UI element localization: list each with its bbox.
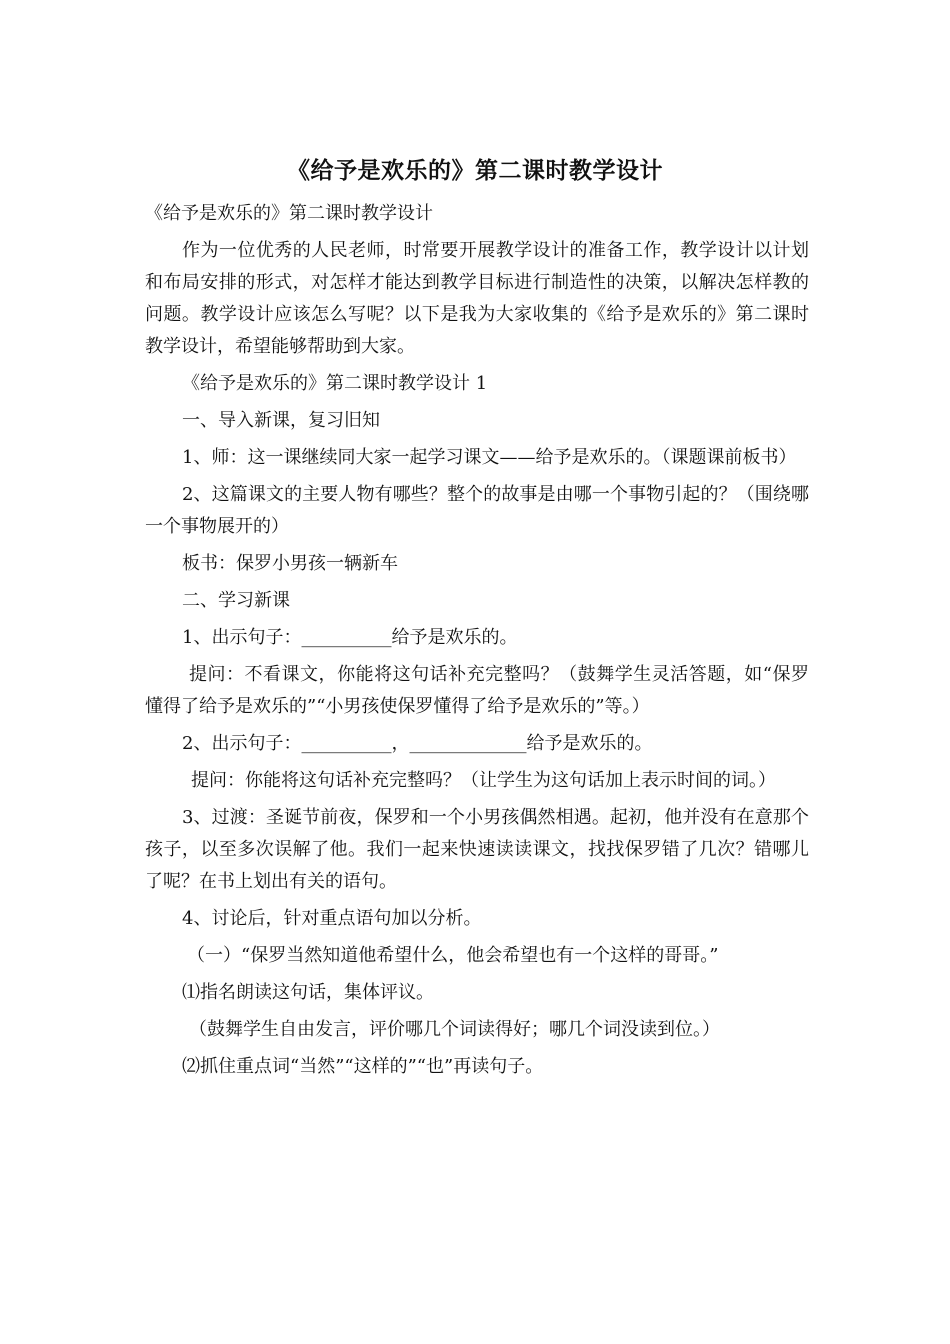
paragraph: （鼓舞学生自由发言，评价哪几个词读得好；哪几个词没读到位。）	[189, 1019, 720, 1040]
paragraph: （一）“保罗当然知道他希望什么，他会希望也有一个这样的哥哥。”	[187, 945, 719, 966]
paragraph: 1、出示句子：__________给予是欢乐的。	[182, 627, 518, 648]
paragraph: 板书：保罗小男孩一辆新车	[182, 553, 398, 574]
paragraph: 提问：不看课文，你能将这句话补充完整吗？（鼓舞学生灵活答题，如“保罗懂得了给予是欢乐的”“小男孩使保罗懂得了给予是欢乐的”等。）	[145, 664, 809, 717]
section-heading: 一、导入新课，复习旧知	[182, 410, 380, 431]
intro-paragraph: 作为一位优秀的人民老师，时常要开展教学设计的准备工作，教学设计以计划和布局安排的形式，对怎样才能达到教学目标进行制造性的决策，以解决怎样教的问题。教学设计应该怎么写呢？以下是我为大家收集的《给予是欢乐的》第二课时教学设计，希望能够帮助到大家。	[145, 240, 809, 357]
paragraph: 3、过渡：圣诞节前夜，保罗和一个小男孩偶然相遇。起初，他并没有在意那个孩子，以至多次误解了他。我们一起来快速读读课文，找找保罗错了几次？错哪儿了呢？在书上划出有关的语句。	[145, 807, 809, 892]
paragraph: 4、讨论后，针对重点语句加以分析。	[182, 908, 482, 929]
section-heading: 《给予是欢乐的》第二课时教学设计 1	[182, 373, 488, 394]
paragraph: 提问：你能将这句话补充完整吗？（让学生为这句话加上表示时间的词。）	[191, 770, 776, 791]
document-body	[145, 198, 809, 1088]
document-subtitle: 《给予是欢乐的》第二课时教学设计	[145, 203, 433, 224]
paragraph: 1、师：这一课继续同大家一起学习课文——给予是欢乐的。（课题课前板书）	[182, 447, 797, 468]
paragraph: ⑴指名朗读这句话，集体评议。	[182, 982, 434, 1003]
paragraph: 2、这篇课文的主要人物有哪些？整个的故事是由哪一个事物引起的？（围绕哪一个事物展开的）	[145, 484, 809, 537]
paragraph: 2、出示句子：__________，_____________给予是欢乐的。	[182, 733, 653, 754]
document-title: 《给予是欢乐的》第二课时教学设计	[287, 158, 663, 184]
paragraph: ⑵抓住重点词“当然”“这样的”“也”再读句子。	[182, 1056, 544, 1077]
section-heading: 二、学习新课	[182, 590, 290, 611]
